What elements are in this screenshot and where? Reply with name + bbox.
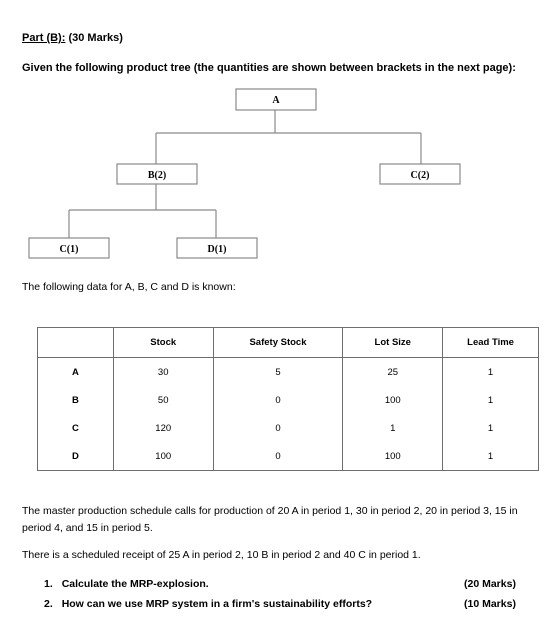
table-cell: 120 [113, 414, 213, 442]
question-text: Calculate the MRP-explosion. [61, 578, 209, 590]
table-header-cell: Lot Size [343, 328, 443, 358]
table-cell: 100 [343, 442, 443, 471]
part-marks: (30 Marks) [68, 32, 123, 44]
inventory-table [37, 327, 539, 471]
question-1-marks: (20 Marks) [464, 578, 516, 590]
table-cell: A [38, 358, 114, 387]
intro-text: Given the following product tree (the quantities are shown between brackets in the next page): [22, 62, 516, 74]
table-row [38, 414, 539, 442]
table-row [38, 442, 539, 471]
question-1 [44, 578, 209, 590]
table-cell: 30 [113, 358, 213, 387]
table-cell: 1 [443, 386, 539, 414]
table-cell: 1 [443, 414, 539, 442]
question-2 [44, 598, 372, 610]
table-header-cell [38, 328, 114, 358]
table-cell: 100 [343, 386, 443, 414]
table-cell: C [38, 414, 114, 442]
table-cell: 1 [443, 358, 539, 387]
receipts-paragraph: There is a scheduled receipt of 25 A in period 2, 10 B in period 2 and 40 C in period 1. [22, 549, 421, 561]
question-2-marks: (10 Marks) [464, 598, 516, 610]
node-c2-label: C(2) [410, 170, 430, 181]
table-cell: 25 [343, 358, 443, 387]
table-header-row [38, 328, 539, 358]
mps-paragraph: The master production schedule calls for production of 20 A in period 1, 30 in period 2, 20 in period 3, 15 in period 4, and 15 in period 5. [22, 505, 518, 534]
table-cell: D [38, 442, 114, 471]
table-cell: 0 [213, 386, 343, 414]
question-number: 2. [44, 598, 53, 610]
question-number: 1. [44, 578, 53, 590]
table-cell: 0 [213, 442, 343, 471]
node-b2-label: B(2) [147, 170, 167, 181]
table-row [38, 358, 539, 387]
table-cell: 5 [213, 358, 343, 387]
table-cell: 50 [113, 386, 213, 414]
node-c1-label: C(1) [59, 244, 79, 255]
table-header-cell: Stock [113, 328, 213, 358]
node-d1-label: D(1) [207, 244, 227, 255]
table-header-cell: Lead Time [443, 328, 539, 358]
data-intro: The following data for A, B, C and D is known: [22, 281, 236, 293]
table-cell: 0 [213, 414, 343, 442]
table-cell: 1 [343, 414, 443, 442]
node-a-label: A [272, 95, 280, 106]
table-cell: 1 [443, 442, 539, 471]
table-cell: 100 [113, 442, 213, 471]
product-tree [0, 0, 554, 280]
question-text: How can we use MRP system in a firm's sustainability efforts? [61, 598, 373, 610]
table-cell: B [38, 386, 114, 414]
table-header-cell: Safety Stock [213, 328, 343, 358]
part-title: Part (B): [22, 32, 66, 44]
table-row [38, 386, 539, 414]
